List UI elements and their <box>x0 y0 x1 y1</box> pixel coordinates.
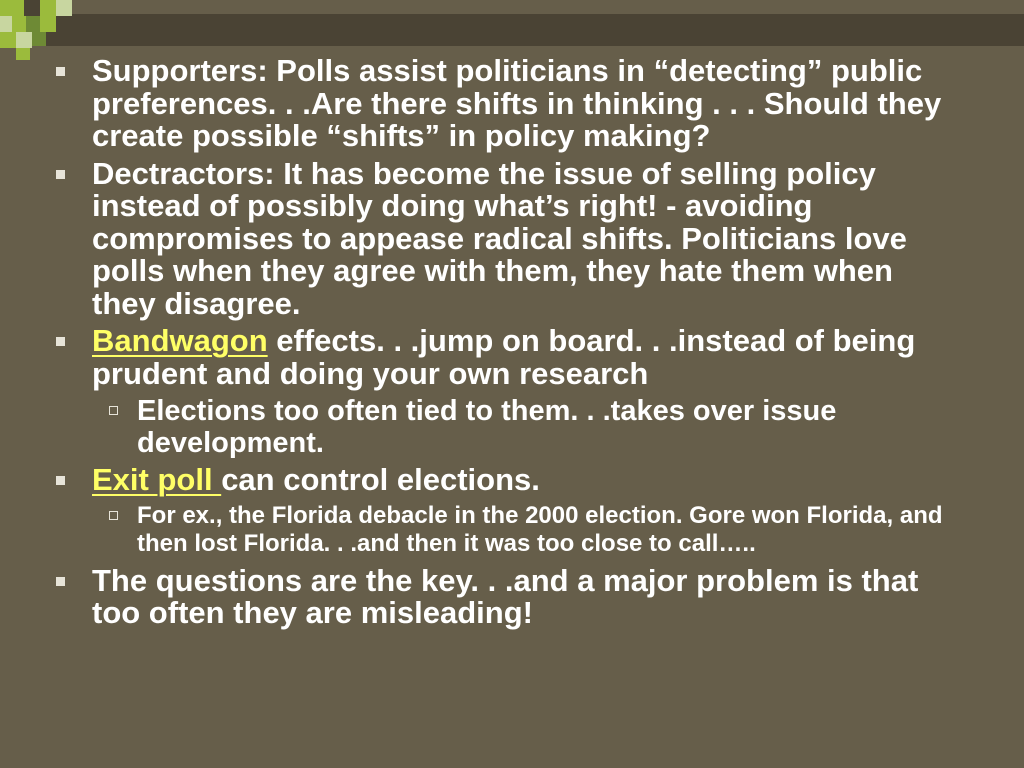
bullet-bandwagon <box>54 325 954 390</box>
bullet-text: Supporters: Polls assist politicians in “detecting” public preferences. . .Are there shifts in thinking . . . Should they create possible “shifts” in policy making? <box>92 53 942 153</box>
sub-bullet-florida <box>92 502 954 558</box>
bullet-text: can control elections. <box>221 462 540 497</box>
title-bar <box>0 14 1024 46</box>
bullet-text: effects. . .jump on board. . .instead of being prudent and doing your own research <box>92 323 916 391</box>
square-bullet-icon <box>56 337 65 346</box>
bullet-detractors <box>54 155 954 321</box>
hollow-square-bullet-icon <box>109 406 118 415</box>
bullet-text: The questions are the key. . .and a major problem is that too often they are misleading! <box>92 562 919 630</box>
square-bullet-icon <box>56 170 65 179</box>
square-bullet-icon <box>56 476 65 485</box>
sub-bullet-text: For ex., the Florida debacle in the 2000 election. Gore won Florida, and then lost Florida. . .and then it was too close to call….. <box>137 501 943 557</box>
bullet-questions <box>54 562 954 630</box>
exit-poll-link[interactable]: Exit poll <box>92 462 222 497</box>
sub-bullet-text: Elections too often tied to them. . .takes over issue development. <box>137 395 837 459</box>
decorative-squares <box>0 0 80 60</box>
square-bullet-icon <box>56 67 65 76</box>
sub-bullet-elections <box>92 395 954 459</box>
bullet-exit-poll <box>54 464 954 497</box>
hollow-square-bullet-icon <box>109 511 118 520</box>
slide-body <box>54 55 954 635</box>
bullet-text: Dectractors: It has become the issue of selling policy instead of possibly doing what’s right! - avoiding compromises to appease radical shifts. Politicians love polls when they agree with them, they hate them when they disagree. <box>92 155 907 321</box>
bullet-supporters <box>54 55 954 153</box>
bandwagon-link[interactable]: Bandwagon <box>92 323 268 358</box>
square-bullet-icon <box>56 577 65 586</box>
